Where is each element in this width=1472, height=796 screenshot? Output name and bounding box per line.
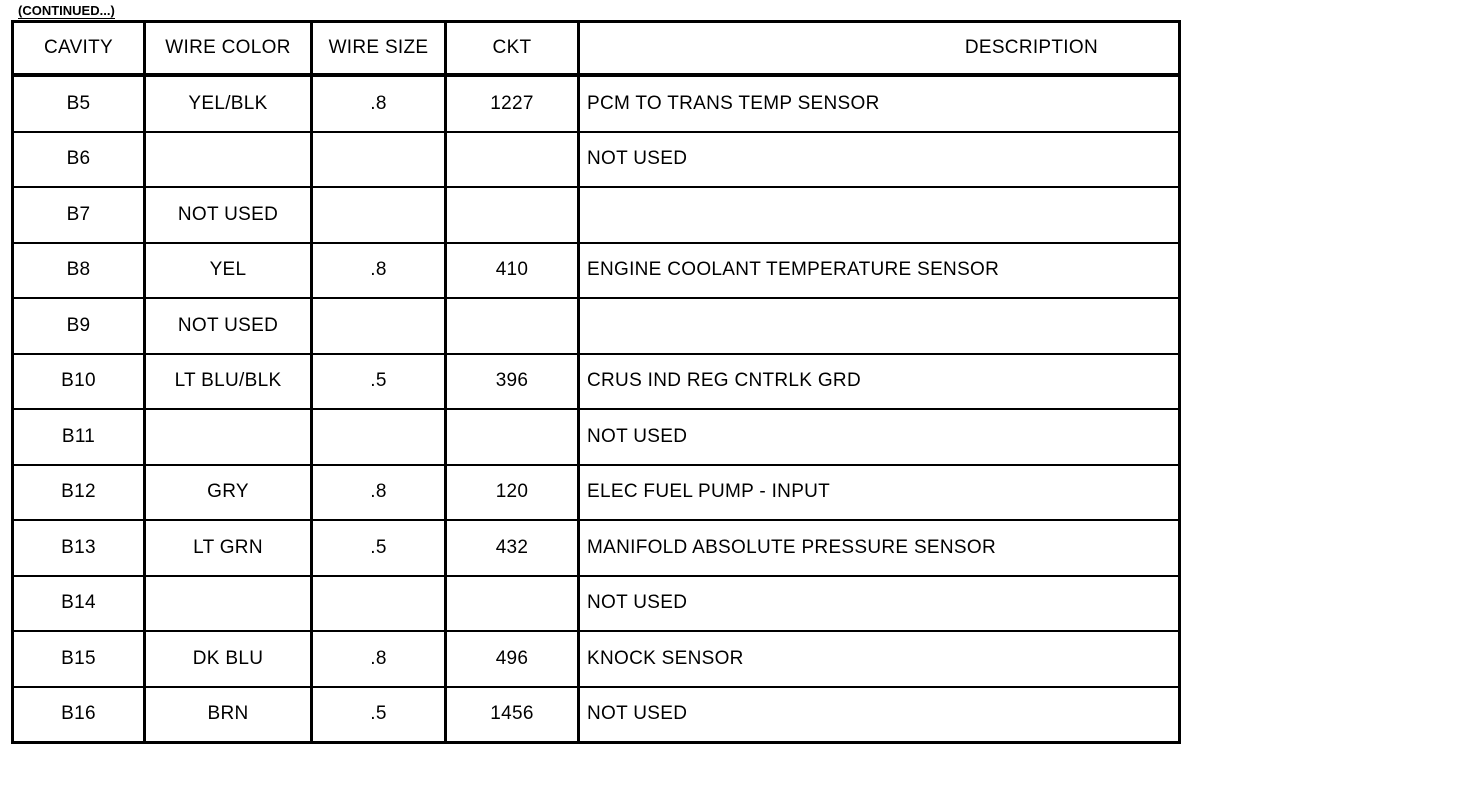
table-row: [13, 75, 1180, 132]
cell-wire-size: [312, 409, 446, 465]
cell-wire-size: [312, 132, 446, 188]
cell-wire-size: .8: [312, 75, 446, 132]
table-row: [13, 576, 1180, 632]
cell-wire-size: [312, 576, 446, 632]
table-header-row: [13, 22, 1180, 76]
cell-ckt: [446, 298, 579, 354]
cell-wire-color: NOT USED: [145, 298, 312, 354]
cell-cavity: B15: [13, 631, 145, 687]
table-row: [13, 354, 1180, 410]
cell-description: CRUS IND REG CNTRLK GRD: [579, 354, 1180, 410]
cell-wire-size: .8: [312, 243, 446, 299]
cell-description: NOT USED: [579, 409, 1180, 465]
cell-cavity: B13: [13, 520, 145, 576]
header-cavity: CAVITY: [13, 22, 145, 76]
cell-description: MANIFOLD ABSOLUTE PRESSURE SENSOR: [579, 520, 1180, 576]
cell-ckt: 496: [446, 631, 579, 687]
cell-ckt: 1227: [446, 75, 579, 132]
cell-cavity: B5: [13, 75, 145, 132]
cell-wire-size: .5: [312, 687, 446, 743]
header-wire-size: WIRE SIZE: [312, 22, 446, 76]
cell-wire-color: YEL: [145, 243, 312, 299]
cell-ckt: 396: [446, 354, 579, 410]
cell-description: NOT USED: [579, 576, 1180, 632]
cell-wire-color: [145, 132, 312, 188]
cell-cavity: B9: [13, 298, 145, 354]
cell-cavity: B6: [13, 132, 145, 188]
cell-description: ENGINE COOLANT TEMPERATURE SENSOR: [579, 243, 1180, 299]
cell-wire-color: LT BLU/BLK: [145, 354, 312, 410]
cell-description: NOT USED: [579, 687, 1180, 743]
cell-wire-color: YEL/BLK: [145, 75, 312, 132]
cell-cavity: B12: [13, 465, 145, 521]
cell-description: ELEC FUEL PUMP - INPUT: [579, 465, 1180, 521]
cell-ckt: [446, 187, 579, 243]
header-description: DESCRIPTION: [579, 22, 1180, 76]
cell-cavity: B8: [13, 243, 145, 299]
table-row: [13, 409, 1180, 465]
cell-ckt: 1456: [446, 687, 579, 743]
cell-cavity: B7: [13, 187, 145, 243]
cell-wire-color: GRY: [145, 465, 312, 521]
cell-wire-color: LT GRN: [145, 520, 312, 576]
cell-wire-size: [312, 298, 446, 354]
cell-wire-color: DK BLU: [145, 631, 312, 687]
cell-wire-size: .8: [312, 465, 446, 521]
cell-wire-color: NOT USED: [145, 187, 312, 243]
cell-description: [579, 187, 1180, 243]
cell-ckt: [446, 576, 579, 632]
header-ckt: CKT: [446, 22, 579, 76]
table-row: [13, 520, 1180, 576]
cell-wire-size: .5: [312, 520, 446, 576]
cell-ckt: [446, 409, 579, 465]
cell-description: [579, 298, 1180, 354]
cell-wire-size: .8: [312, 631, 446, 687]
cell-cavity: B16: [13, 687, 145, 743]
table-row: [13, 298, 1180, 354]
cell-ckt: 120: [446, 465, 579, 521]
cell-description: PCM TO TRANS TEMP SENSOR: [579, 75, 1180, 132]
table-row: [13, 631, 1180, 687]
cell-cavity: B14: [13, 576, 145, 632]
continued-label: (CONTINUED...): [18, 3, 115, 18]
table-row: [13, 687, 1180, 743]
cell-wire-color: [145, 409, 312, 465]
cell-cavity: B10: [13, 354, 145, 410]
cell-description: NOT USED: [579, 132, 1180, 188]
cell-ckt: 410: [446, 243, 579, 299]
cell-wire-color: BRN: [145, 687, 312, 743]
table-row: [13, 243, 1180, 299]
cell-wire-size: .5: [312, 354, 446, 410]
cell-cavity: B11: [13, 409, 145, 465]
cell-wire-color: [145, 576, 312, 632]
header-wire-color: WIRE COLOR: [145, 22, 312, 76]
cell-description: KNOCK SENSOR: [579, 631, 1180, 687]
table-row: [13, 465, 1180, 521]
table-row: [13, 132, 1180, 188]
table-row: [13, 187, 1180, 243]
cell-wire-size: [312, 187, 446, 243]
cell-ckt: [446, 132, 579, 188]
cell-ckt: 432: [446, 520, 579, 576]
connector-pinout-table: [11, 20, 1181, 744]
